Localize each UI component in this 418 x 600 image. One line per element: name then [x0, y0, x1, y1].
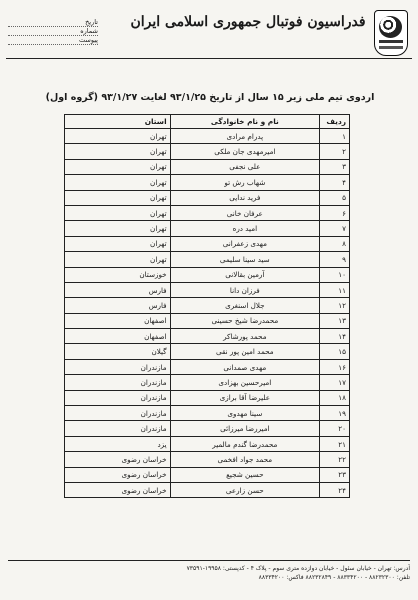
row-index: ۸ [320, 236, 350, 251]
row-index: ۲۴ [320, 482, 350, 497]
table-row [65, 344, 350, 359]
player-name: محمد پورشاکر [170, 329, 319, 344]
table-row [65, 329, 350, 344]
row-index: ۱۶ [320, 359, 350, 374]
meta-fields [8, 18, 98, 45]
meta-attachment-field: پیوست [8, 36, 98, 45]
player-name: محمدرضا شیخ حسینی [170, 313, 319, 328]
player-province: مازندران [65, 421, 171, 436]
row-index: ۲ [320, 144, 350, 159]
player-province: مازندران [65, 390, 171, 405]
row-index: ۱۰ [320, 267, 350, 282]
player-province: فارس [65, 282, 171, 297]
column-header-province: استان [65, 115, 171, 129]
player-province: خوزستان [65, 267, 171, 282]
row-index: ۱۳ [320, 313, 350, 328]
player-name: محمد جواد افخمی [170, 452, 319, 467]
row-index: ۳ [320, 159, 350, 174]
player-province: فارس [65, 298, 171, 313]
player-name: محمدرضا گندم مالمیر [170, 436, 319, 451]
table-row [65, 205, 350, 220]
player-name: مهدی زعفرانی [170, 236, 319, 251]
table-header-row [65, 115, 350, 129]
player-province: خراسان رضوی [65, 482, 171, 497]
row-index: ۱ [320, 129, 350, 144]
player-province: خراسان رضوی [65, 452, 171, 467]
table-row [65, 375, 350, 390]
column-header-index: ردیف [320, 115, 350, 129]
table-row [65, 390, 350, 405]
header-divider [6, 58, 412, 59]
player-province: تهران [65, 159, 171, 174]
table-row [65, 482, 350, 497]
row-index: ۴ [320, 175, 350, 190]
player-province: خراسان رضوی [65, 467, 171, 482]
player-name: علی نجفی [170, 159, 319, 174]
player-province: تهران [65, 190, 171, 205]
player-name: امید دره [170, 221, 319, 236]
player-province: یزد [65, 436, 171, 451]
footer-contact: تلفن: ۸۸۲۳۲۳۰۰ - ۸۸۳۳۴۲۰۰ - ۸۸۲۳۲۸۴۹ فاکس: ۸۸۳۳۴۲۰۰ [258, 574, 410, 581]
row-index: ۷ [320, 221, 350, 236]
player-province: تهران [65, 144, 171, 159]
federation-name: فدراسیون فوتبال جمهوری اسلامی ایران [130, 14, 366, 30]
player-name: حسین شجیع [170, 467, 319, 482]
table-row [65, 144, 350, 159]
player-province: تهران [65, 221, 171, 236]
table-row [65, 252, 350, 267]
ball-emblem-icon [379, 16, 402, 38]
table-row [65, 129, 350, 144]
row-index: ۱۱ [320, 282, 350, 297]
player-name: فرید ندایی [170, 190, 319, 205]
table-row [65, 236, 350, 251]
table-row [65, 421, 350, 436]
player-name: امیرحسین بهزادی [170, 375, 319, 390]
player-name: سینا مهدوی [170, 406, 319, 421]
player-name: جلال اسنغری [170, 298, 319, 313]
row-index: ۶ [320, 205, 350, 220]
table-row [65, 467, 350, 482]
federation-logo-icon [374, 10, 408, 56]
player-province: اصفهان [65, 329, 171, 344]
row-index: ۱۴ [320, 329, 350, 344]
player-name: شهاب رش تو [170, 175, 319, 190]
player-name: مهدی صمدانی [170, 359, 319, 374]
row-index: ۵ [320, 190, 350, 205]
player-province: مازندران [65, 359, 171, 374]
player-name: علیرضا آقا برازی [170, 390, 319, 405]
table-row [65, 436, 350, 451]
player-name: سید سینا سلیمی [170, 252, 319, 267]
table-row [65, 298, 350, 313]
player-province: گیلان [65, 344, 171, 359]
document-title: اردوی تیم ملی زیر ۱۵ سال از تاریخ ۹۳/۱/۲۵ لغایت ۹۳/۱/۲۷ (گروه اول) [45, 92, 375, 103]
table-row [65, 452, 350, 467]
row-index: ۱۷ [320, 375, 350, 390]
meta-number-field: شماره [8, 27, 98, 36]
row-index: ۱۵ [320, 344, 350, 359]
table-row [65, 190, 350, 205]
table-row [65, 159, 350, 174]
letter-footer [8, 560, 410, 582]
row-index: ۲۱ [320, 436, 350, 451]
player-province: تهران [65, 129, 171, 144]
player-name: امیرمهدی جان ملکی [170, 144, 319, 159]
player-province: تهران [65, 252, 171, 267]
table-row [65, 221, 350, 236]
row-index: ۲۰ [320, 421, 350, 436]
player-province: تهران [65, 236, 171, 251]
player-name: فرزان دانا [170, 282, 319, 297]
player-name: پدرام مرادی [170, 129, 319, 144]
meta-date-field: تاریخ [8, 18, 98, 27]
row-index: ۲۲ [320, 452, 350, 467]
row-index: ۱۹ [320, 406, 350, 421]
player-province: تهران [65, 175, 171, 190]
player-province: مازندران [65, 406, 171, 421]
letterhead [0, 0, 418, 68]
row-index: ۱۲ [320, 298, 350, 313]
table-row [65, 406, 350, 421]
row-index: ۲۳ [320, 467, 350, 482]
player-name: محمد امین پور نقی [170, 344, 319, 359]
table-row [65, 267, 350, 282]
player-name: آرمین بقالانی [170, 267, 319, 282]
table-row [65, 175, 350, 190]
flag-stripes-icon [379, 40, 403, 49]
player-name: امیررضا میرزائی [170, 421, 319, 436]
player-province: تهران [65, 205, 171, 220]
row-index: ۹ [320, 252, 350, 267]
table-row [65, 313, 350, 328]
player-province: مازندران [65, 375, 171, 390]
row-index: ۱۸ [320, 390, 350, 405]
player-province: اصفهان [65, 313, 171, 328]
player-name: عرفان خانی [170, 205, 319, 220]
player-name: حسن زارعی [170, 482, 319, 497]
table-row [65, 359, 350, 374]
footer-address: آدرس: تهران - خیابان سئول - خیابان دوازده متری سوم - پلاک ۴ - کدپستی: ۱۹۹۵۸-۷۳۵۹۱ [186, 565, 410, 572]
column-header-name: نام و نام خانوادگی [170, 115, 319, 129]
players-table [64, 114, 350, 498]
table-row [65, 282, 350, 297]
